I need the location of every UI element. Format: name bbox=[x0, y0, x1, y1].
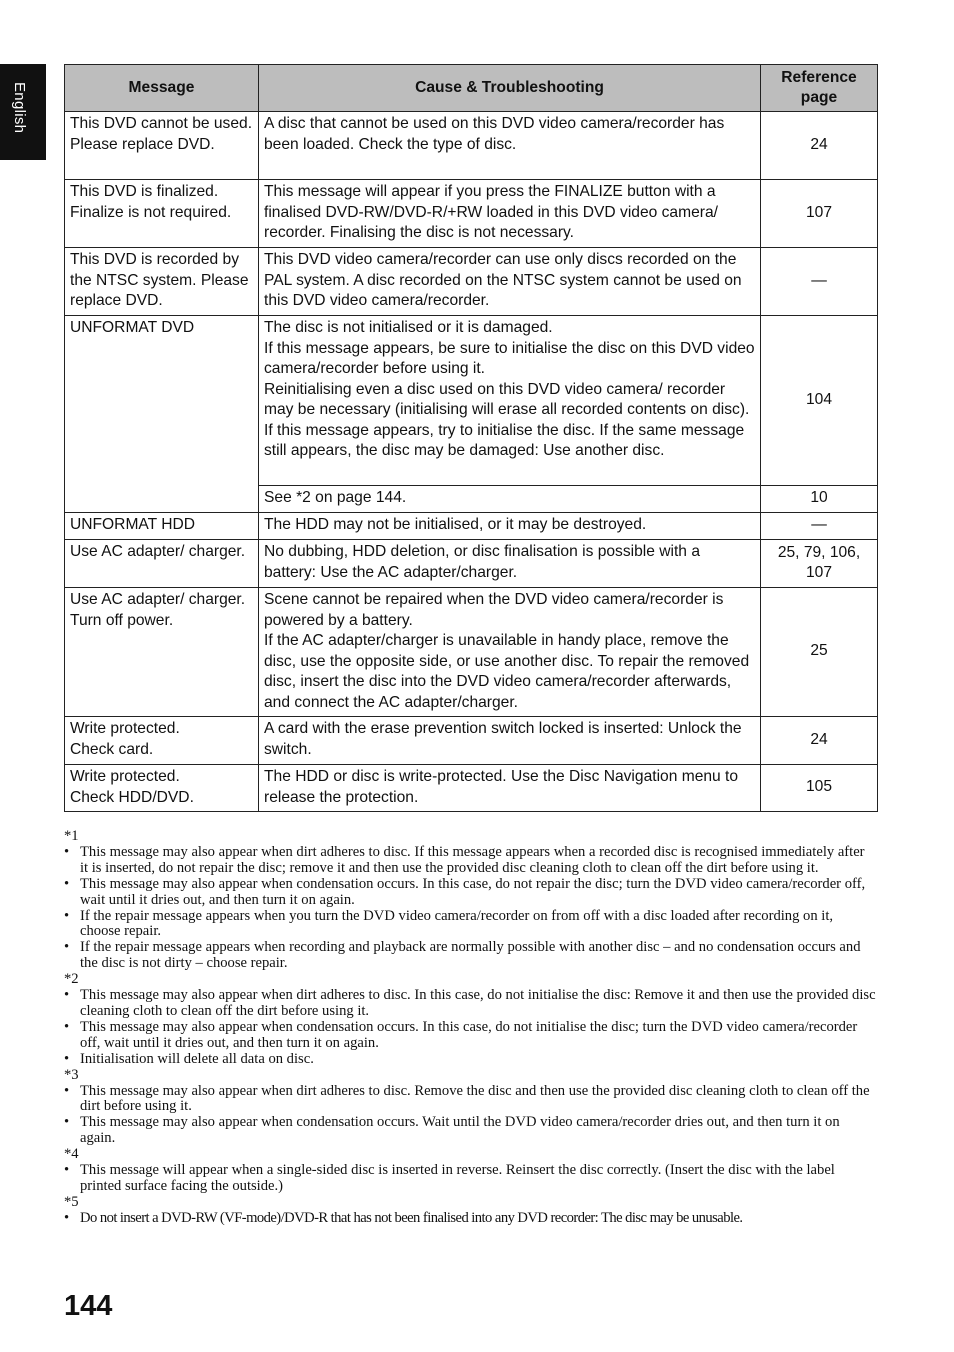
reference-cell: 10 bbox=[761, 486, 878, 513]
footnote-text: This message may also appear when dirt adheres to disc. Remove the disc and then use the provided disc cleaning cloth to clean off the dirt before using it. bbox=[80, 1082, 870, 1115]
footnote-text: If the repair message appears when you turn the DVD video camera/recorder on from off with a disc loaded after recording on it, choose repair. bbox=[80, 907, 834, 940]
table-row bbox=[65, 180, 878, 248]
message-cell: Write protected. Check card. bbox=[65, 717, 259, 765]
cause-cell: This DVD video camera/recorder can use only discs recorded on the PAL system. A disc recorded on the NTSC system cannot be used on this DVD video camera/recorder. bbox=[259, 248, 761, 316]
reference-cell: 24 bbox=[761, 717, 878, 765]
footnote-text: This message may also appear when dirt adheres to disc. If this message appears when a recorded disc is recognised immediately after it is inserted, do not repair the disc; remove it and then use the provided disc cleaning cloth to clean off the dirt before using it. bbox=[80, 843, 865, 876]
reference-cell: 25, 79, 106, 107 bbox=[761, 540, 878, 588]
message-cell: UNFORMAT DVD bbox=[65, 316, 259, 513]
footnote-item bbox=[64, 845, 876, 877]
footnote-item bbox=[64, 1163, 876, 1195]
footnote-text: If the repair message appears when recording and playback are normally possible with another disc – and no condensation occurs and the disc is not dirty – choose repair. bbox=[80, 939, 861, 972]
cause-cell: The HDD may not be initialised, or it may be destroyed. bbox=[259, 513, 761, 540]
cause-cell: The disc is not initialised or it is damaged. If this message appears, be sure to initialise the disc on this DVD video camera/recorder before using it. Reinitialising even a disc used on this DVD video camera/ recorder may be necessary (initialising will erase all recorded contents on disc). If this message appears, try to initialise the disc. If the same message still appears, the disc may be damaged: Use another disc. bbox=[259, 316, 761, 486]
reference-cell: 104 bbox=[761, 316, 878, 486]
message-cell: Use AC adapter/ charger. Turn off power. bbox=[65, 588, 259, 717]
footnote-item bbox=[64, 988, 876, 1020]
language-tab bbox=[0, 64, 46, 160]
reference-cell: — bbox=[761, 248, 878, 316]
footnote-item bbox=[64, 940, 876, 972]
footnote-text: This message will appear when a single-sided disc is inserted in reverse. Reinsert the disc correctly. (Insert the disc with the label printed surface facing the outside.) bbox=[80, 1162, 835, 1194]
footnote-item bbox=[64, 877, 876, 909]
table-row bbox=[65, 540, 878, 588]
footnote-mark: *3 bbox=[64, 1066, 79, 1083]
footnote-item bbox=[64, 1052, 876, 1068]
footnote-text: This message may also appear when condensation occurs. In this case, do not repair the disc; turn the DVD video camera/recorder off, wait until it dries out, and then turn it on again. bbox=[80, 875, 866, 908]
message-cell: Write protected. Check HDD/DVD. bbox=[65, 765, 259, 812]
language-tab-label: English bbox=[11, 82, 28, 134]
message-cell: UNFORMAT HDD bbox=[65, 513, 259, 540]
bullet-icon: • bbox=[64, 1018, 70, 1035]
message-cell: This DVD is recorded by the NTSC system. Please replace DVD. bbox=[65, 248, 259, 316]
message-table bbox=[64, 64, 878, 812]
footnotes bbox=[64, 829, 876, 1227]
footnote-text: This message may also appear when condensation occurs. Wait until the DVD video camera/recorder dries out, and then turn it on again. bbox=[80, 1114, 840, 1147]
column-header-message: Message bbox=[65, 65, 259, 112]
footnote-item bbox=[64, 1211, 876, 1227]
bullet-icon: • bbox=[64, 939, 70, 956]
footnote-item bbox=[64, 1084, 876, 1116]
footnote-item bbox=[64, 1020, 876, 1052]
bullet-icon: • bbox=[64, 1050, 70, 1067]
column-header-cause: Cause & Troubleshooting bbox=[259, 65, 761, 112]
table-row bbox=[65, 112, 878, 180]
bullet-icon: • bbox=[64, 907, 70, 924]
message-cell: This DVD cannot be used. Please replace DVD. bbox=[65, 112, 259, 180]
footnote-item bbox=[64, 1115, 876, 1147]
footnote-mark: *5 bbox=[64, 1193, 79, 1210]
footnote-text: This message may also appear when dirt adheres to disc. In this case, do not initialise the disc: Remove it and then use the provided disc cleaning cloth to clean off the dirt before using it. bbox=[80, 987, 876, 1019]
reference-cell: 107 bbox=[761, 180, 878, 248]
message-cell: This DVD is finalized. Finalize is not required. bbox=[65, 180, 259, 248]
bullet-icon: • bbox=[64, 875, 70, 892]
cause-cell: The HDD or disc is write-protected. Use the Disc Navigation menu to release the protection. bbox=[259, 765, 761, 812]
bullet-icon: • bbox=[64, 1082, 70, 1099]
table-row bbox=[65, 717, 878, 765]
cause-cell: No dubbing, HDD deletion, or disc finalisation is possible with a battery: Use the AC adapter/charger. bbox=[259, 540, 761, 588]
page-number: 144 bbox=[64, 1290, 113, 1322]
footnote-item bbox=[64, 909, 876, 941]
reference-cell: — bbox=[761, 513, 878, 540]
footnote-mark: *4 bbox=[64, 1146, 79, 1163]
cause-cell: Scene cannot be repaired when the DVD video camera/recorder is powered by a battery. If the AC adapter/charger is unavailable in handy place, remove the disc, use the opposite side, or use another disc. To repair the removed disc, insert the disc into the DVD video camera/recorder afterwards, and connect the AC adapter/charger. bbox=[259, 588, 761, 717]
cause-cell: A disc that cannot be used on this DVD video camera/recorder has been loaded. Check the type of disc. bbox=[259, 112, 761, 180]
footnote-text: Do not insert a DVD-RW (VF-mode)/DVD-R that has not been finalised into any DVD recorder: The disc may be unusable. bbox=[80, 1209, 743, 1226]
cause-cell: See *2 on page 144. bbox=[259, 486, 761, 513]
table-header-row bbox=[65, 65, 878, 112]
bullet-icon: • bbox=[64, 1114, 70, 1131]
cause-cell: A card with the erase prevention switch locked is inserted: Unlock the switch. bbox=[259, 717, 761, 765]
bullet-icon: • bbox=[64, 1209, 70, 1226]
cause-cell: This message will appear if you press the FINALIZE button with a finalised DVD-RW/DVD-R/+RW loaded in this DVD video camera/ recorder. Finalising the disc is not necessary. bbox=[259, 180, 761, 248]
table-row bbox=[65, 513, 878, 540]
footnote-text: This message may also appear when condensation occurs. In this case, do not initialise the disc; turn the DVD video camera/recorder off, wait until it dries out, and then turn it on again. bbox=[80, 1018, 858, 1051]
table-row bbox=[65, 765, 878, 812]
table-row bbox=[65, 248, 878, 316]
footnote-mark: *2 bbox=[64, 971, 79, 988]
column-header-reference: Reference page bbox=[761, 65, 878, 112]
message-cell: Use AC adapter/ charger. bbox=[65, 540, 259, 588]
table-row bbox=[65, 588, 878, 717]
bullet-icon: • bbox=[64, 1162, 70, 1179]
reference-cell: 24 bbox=[761, 112, 878, 180]
reference-cell: 25 bbox=[761, 588, 878, 717]
bullet-icon: • bbox=[64, 843, 70, 860]
table-row bbox=[65, 316, 878, 486]
bullet-icon: • bbox=[64, 987, 70, 1004]
footnote-mark: *1 bbox=[64, 828, 79, 844]
footnote-text: Initialisation will delete all data on disc. bbox=[80, 1050, 314, 1067]
reference-cell: 105 bbox=[761, 765, 878, 812]
